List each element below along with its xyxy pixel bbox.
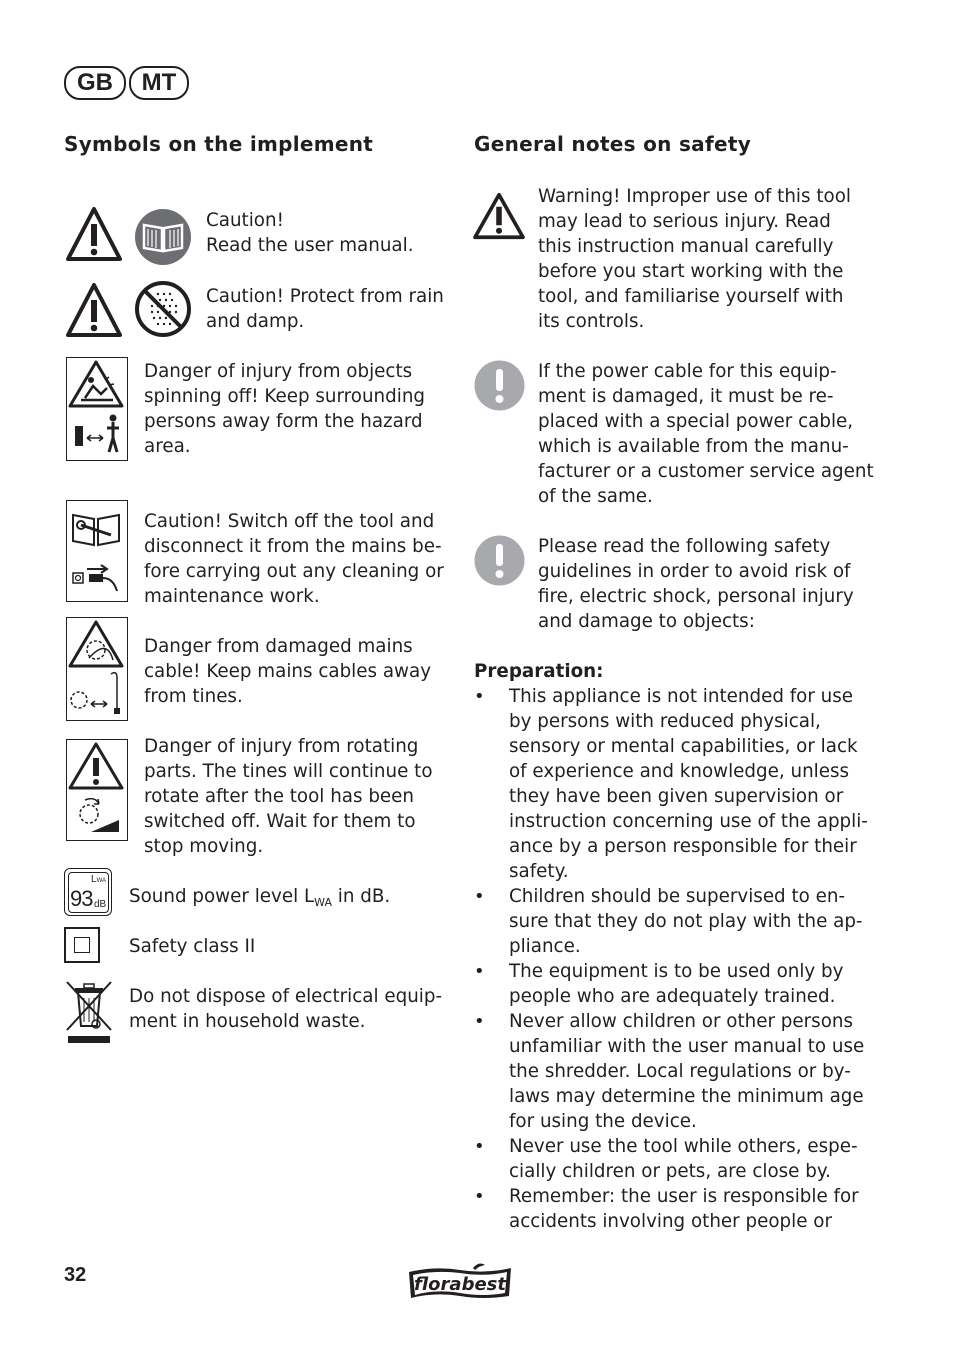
symbol-text-safety-class: Safety class II xyxy=(129,936,256,957)
symbol-text-weee: Do not dispose of electrical equip- ment in household waste. xyxy=(129,986,443,1032)
preparation-bullet-3: The equipment is to be used only by people who are adequately trained. xyxy=(509,961,844,1007)
warning-triangle-icon xyxy=(66,282,122,338)
preparation-bullet-4: Never allow children or other persons unfamiliar with the user manual to use the shredder. Local regulations or by- laws may determine the minimum age for using the device. xyxy=(509,1011,865,1132)
rotating-parts-icon xyxy=(66,739,128,841)
safety-class-ii-icon xyxy=(64,927,100,963)
no-rain-icon xyxy=(134,280,192,338)
preparation-bullet-5: Never use the tool while others, espe- cially children or pets, are close by. xyxy=(509,1136,858,1182)
preparation-bullet-6: Remember: the user is responsible for accidents involving other people or xyxy=(509,1186,859,1232)
weee-bin-icon xyxy=(64,978,114,1046)
exclamation-circle-icon xyxy=(474,535,525,586)
symbol-text-read-manual: Caution! Read the user manual. xyxy=(206,210,414,256)
bullet-marker: • xyxy=(474,886,485,907)
sound-icon-value: 93 xyxy=(70,886,93,911)
exclamation-circle-icon xyxy=(474,360,525,411)
damaged-cable-icon xyxy=(66,617,128,721)
lang-badge-gb: GB xyxy=(64,66,126,100)
page-number: 32 xyxy=(64,1264,87,1286)
bullet-marker: • xyxy=(474,1186,485,1207)
symbol-text-protect-rain: Caution! Protect from rain and damp. xyxy=(206,286,444,332)
symbol-text-thrown-objects: Danger of injury from objects spinning off! Keep surrounding persons away form the hazard area. xyxy=(144,361,426,457)
preparation-bullet-1: This appliance is not intended for use by persons with reduced physical, sensory or mental capabilities, or lack of experience and knowledge, unless they have been given supervision or instruction concerning use of the appli- ance by a person responsible for their safety. xyxy=(509,686,868,882)
section-heading-safety: General notes on safety xyxy=(474,132,752,156)
read-manual-icon xyxy=(134,208,192,266)
safety-note-guidelines: Please read the following safety guidelines in order to avoid risk of fire, electric shock, personal injury and damage to objects: xyxy=(538,536,854,632)
sound-icon-unit: dB xyxy=(94,899,107,910)
preparation-heading: Preparation: xyxy=(474,661,604,682)
lang-badge-mt: MT xyxy=(129,66,189,100)
bullet-marker: • xyxy=(474,1136,485,1157)
bullet-marker: • xyxy=(474,686,485,707)
symbol-text-damaged-cable: Danger from damaged mains cable! Keep mains cables away from tines. xyxy=(144,636,432,707)
brand-name: florabest xyxy=(414,1274,506,1295)
safety-note-warning: Warning! Improper use of this tool may lead to serious injury. Read this instruction manual carefully before you start working with the tool, and familiarise yourself with its controls. xyxy=(538,186,851,332)
symbol-text-unplug: Caution! Switch off the tool and disconnect it from the mains be- fore carrying out any cleaning or maintenance work. xyxy=(144,511,444,607)
sound-power-icon xyxy=(64,868,112,916)
sound-icon-label: LWA xyxy=(91,874,107,885)
warning-triangle-icon xyxy=(473,192,525,240)
symbol-text-rotating-parts: Danger of injury from rotating parts. The tines will continue to rotate after the tool has been switched off. Wait for them to stop moving. xyxy=(144,736,433,857)
preparation-bullet-2: Children should be supervised to en- sure that they do not play with the ap- pliance. xyxy=(509,886,863,957)
bullet-marker: • xyxy=(474,1011,485,1032)
section-heading-symbols: Symbols on the implement xyxy=(64,132,374,156)
unplug-before-maintenance-icon xyxy=(66,500,128,602)
bullet-marker: • xyxy=(474,961,485,982)
florabest-logo xyxy=(405,1262,515,1302)
thrown-objects-icon xyxy=(66,357,128,461)
safety-note-power-cable: If the power cable for this equip- ment is damaged, it must be re- placed with a special power cable, which is available from the manu- facturer or a customer service agent of the same. xyxy=(538,361,874,507)
symbol-text-sound-power: Sound power level $L_{WA}$ in dB. xyxy=(129,886,391,909)
warning-triangle-icon xyxy=(66,206,122,262)
